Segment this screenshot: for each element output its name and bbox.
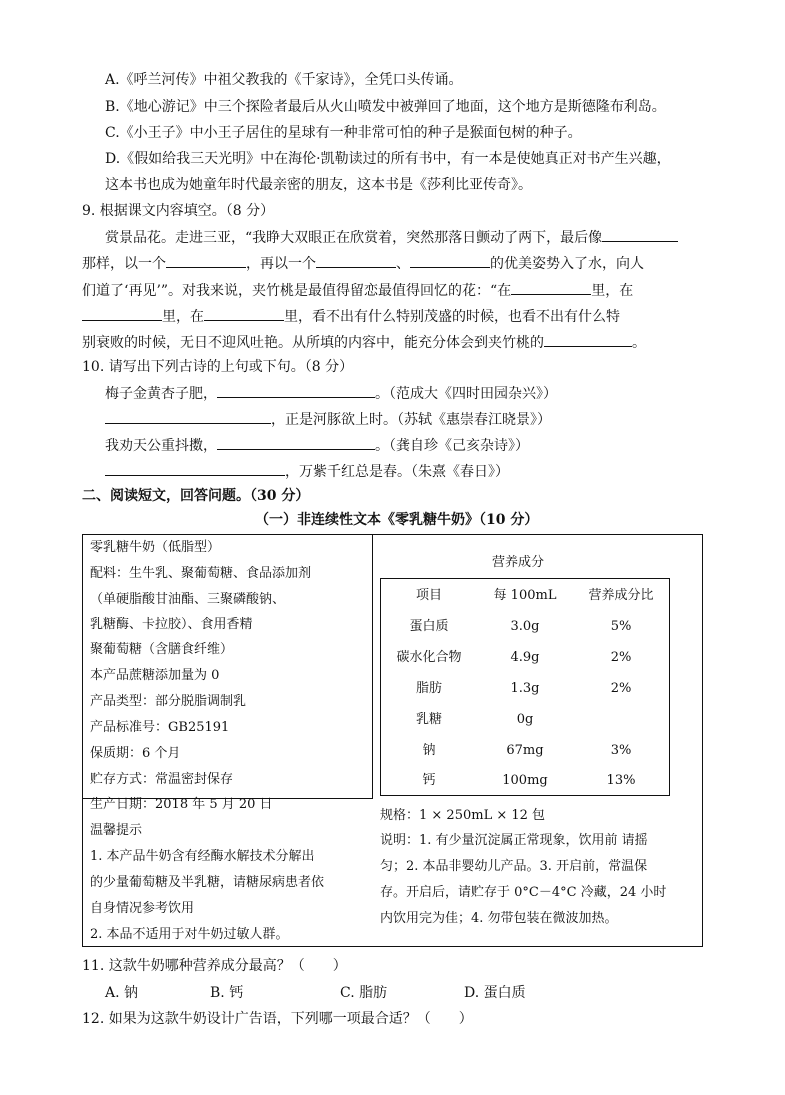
product-line: 贮存方式：常温密封保存 xyxy=(90,772,234,787)
poem-text: 。（龚自珍《己亥杂诗》） xyxy=(375,438,529,454)
product-line: 配料：生牛乳、聚葡萄糖、食品添加剂 xyxy=(90,566,312,581)
table-cell: 1.3g xyxy=(510,681,540,696)
table-cell: 4.9g xyxy=(510,650,540,665)
product-line: 产品标准号：GB25191 xyxy=(90,720,230,735)
blank[interactable] xyxy=(105,409,271,424)
blank[interactable] xyxy=(217,435,375,450)
tip-line: 1. 本产品牛奶含有经酶水解技术分解出 xyxy=(90,849,315,864)
q9-text: 的优美姿势入了水，向人 xyxy=(490,256,644,272)
tips-title: 温馨提示 xyxy=(90,823,143,838)
tip-line: 自身情况参考饮用 xyxy=(90,901,195,916)
tip-line: 2. 本品不适用于对牛奶过敏人群。 xyxy=(90,927,289,942)
header-cell: 每 100mL xyxy=(493,588,557,603)
q9-line2 xyxy=(82,253,644,274)
q9-text: 别衰败的时候，无日不迎风吐艳。从所填的内容中，能充分体会到夹竹桃的 xyxy=(82,335,544,351)
note-line: 说明：1. 有少量沉淀属正常现象，饮用前 请摇 xyxy=(380,833,648,848)
blank[interactable] xyxy=(82,306,162,321)
blank[interactable] xyxy=(105,461,285,476)
header-cell: 营养成分比 xyxy=(588,588,654,603)
q9-line4 xyxy=(82,306,620,327)
table-cell: 蛋白质 xyxy=(409,619,449,634)
product-line: 产品类型：部分脱脂调制乳 xyxy=(90,694,247,709)
option-d-cont: 这本书也成为她童年时代最亲密的朋友，这本书是《莎利比亚传奇》。 xyxy=(105,177,532,193)
nutrition-title: 营养成分 xyxy=(492,555,545,570)
q9-text: 里，看不出有什么特别茂盛的时候，也看不出有什么特 xyxy=(284,309,620,325)
product-line: 乳糖酶、卡拉胶）、食用香精 xyxy=(90,617,253,632)
q9-text: 里，在 xyxy=(591,283,634,299)
note-line: 匀；2. 本品非婴幼儿产品。3. 开启前，常温保 xyxy=(380,859,648,874)
q9-text: 里，在 xyxy=(162,309,204,325)
option-c: C.《小王子》中小王子居住的星球有一种非常可怕的种子是猴面包树的种子。 xyxy=(105,125,582,141)
nutrition-table xyxy=(380,578,670,796)
q11-option-c[interactable]: C. 脂肪 xyxy=(340,985,388,1001)
table-cell: 3% xyxy=(610,743,632,758)
q9-line1 xyxy=(105,227,678,248)
table-cell: 乳糖 xyxy=(415,712,442,727)
poem-3 xyxy=(105,435,529,456)
option-d: D.《假如给我三天光明》中在海伦·凯勒读过的所有书中，有一本是使她真正对书产生兴趣， xyxy=(105,151,671,167)
q9-text: 们道了‘再见’”。对我来说，夹竹桃是最值得留恋最值得回忆的花：“在 xyxy=(82,283,512,299)
blank[interactable] xyxy=(511,280,591,295)
product-line: 保质期：6 个月 xyxy=(90,746,181,761)
poem-text: 我劝天公重抖擞， xyxy=(105,438,217,454)
poem-4 xyxy=(105,461,509,482)
header-cell: 项目 xyxy=(415,588,442,603)
blank[interactable] xyxy=(316,253,396,268)
product-line: （单硬脂酸甘油酯、三聚磷酸钠、 xyxy=(90,592,286,607)
product-line: 零乳糖牛奶（低脂型） xyxy=(90,540,221,555)
table-cell: 2% xyxy=(610,681,632,696)
q11-option-d[interactable]: D. 蛋白质 xyxy=(464,985,526,1001)
table-cell: 碳水化合物 xyxy=(396,650,462,665)
q11-title: 11. 这款牛奶哪种营养成分最高？（ ） xyxy=(82,958,347,974)
q9-text: ，再以一个 xyxy=(246,256,316,272)
section-title: 二、阅读短文，回答问题。（30 分） xyxy=(82,488,310,504)
blank[interactable] xyxy=(204,306,284,321)
poem-text: 。（范成大《四时田园杂兴》） xyxy=(375,386,557,402)
q9-text: 那样，以一个 xyxy=(82,256,166,272)
q9-line3 xyxy=(82,280,633,301)
table-cell: 钠 xyxy=(422,743,436,758)
tip-line: 的少量葡萄糖及半乳糖，请糖尿病患者依 xyxy=(90,875,325,890)
spec-line: 规格：1 × 250mL × 12 包 xyxy=(380,808,546,823)
table-cell: 13% xyxy=(606,773,636,788)
poem-1 xyxy=(105,383,557,404)
q9-text: 赏景品花。走进三亚，“我睁大双眼正在欣赏着，突然那落日颤动了两下，最后像 xyxy=(105,230,603,246)
q11-option-a[interactable]: A. 钠 xyxy=(105,985,139,1001)
poem-2 xyxy=(105,409,551,430)
table-cell: 脂肪 xyxy=(415,681,442,696)
table-cell: 100mg xyxy=(502,773,548,788)
poem-text: ，正是河豚欲上时。（苏轼《惠崇春江晓景》） xyxy=(271,412,551,428)
blank[interactable] xyxy=(166,253,246,268)
table-cell: 5% xyxy=(610,619,632,634)
section-subtitle: （一）非连续性文本《零乳糖牛奶》（10 分） xyxy=(255,512,539,528)
table-cell: 2% xyxy=(610,650,632,665)
poem-text: ，万紫千红总是春。（朱熹《春日》） xyxy=(285,464,509,480)
product-line: 本产品蔗糖添加量为 0 xyxy=(90,668,220,683)
table-cell: 0g xyxy=(516,712,534,727)
blank[interactable] xyxy=(217,383,375,398)
blank[interactable] xyxy=(410,253,490,268)
q9-title: 9. 根据课文内容填空。（8 分） xyxy=(82,203,275,219)
q10-title: 10. 请写出下列古诗的上句或下句。（8 分） xyxy=(82,359,354,375)
divider xyxy=(372,534,373,798)
product-line: 聚葡萄糖（含膳食纤维） xyxy=(90,642,234,657)
table-cell: 3.0g xyxy=(510,619,540,634)
q12-title: 12. 如果为这款牛奶设计广告语，下列哪一项最合适？（ ） xyxy=(82,1011,473,1027)
product-line: 生产日期：2018 年 5 月 20 日 xyxy=(90,797,273,812)
q11-option-b[interactable]: B. 钙 xyxy=(210,985,244,1001)
table-cell: 67mg xyxy=(506,743,544,758)
q9-line5 xyxy=(82,332,646,353)
blank[interactable] xyxy=(602,227,678,242)
option-a: A.《呼兰河传》中祖父教我的《千家诗》，全凭口头传诵。 xyxy=(105,72,463,88)
blank[interactable] xyxy=(544,332,632,347)
option-b: B.《地心游记》中三个探险者最后从火山喷发中被弹回了地面，这个地方是斯德隆布利岛。 xyxy=(105,99,666,115)
q9-text: 、 xyxy=(396,256,410,272)
note-line: 存。开启后，请贮存于 0°C－4°C 冷藏，24 小时 xyxy=(380,885,667,900)
note-line: 内饮用完为佳；4. 勿带包装在微波加热。 xyxy=(380,911,618,926)
table-cell: 钙 xyxy=(422,773,436,788)
poem-text: 梅子金黄杏子肥， xyxy=(105,386,217,402)
q9-text: 。 xyxy=(632,335,646,351)
